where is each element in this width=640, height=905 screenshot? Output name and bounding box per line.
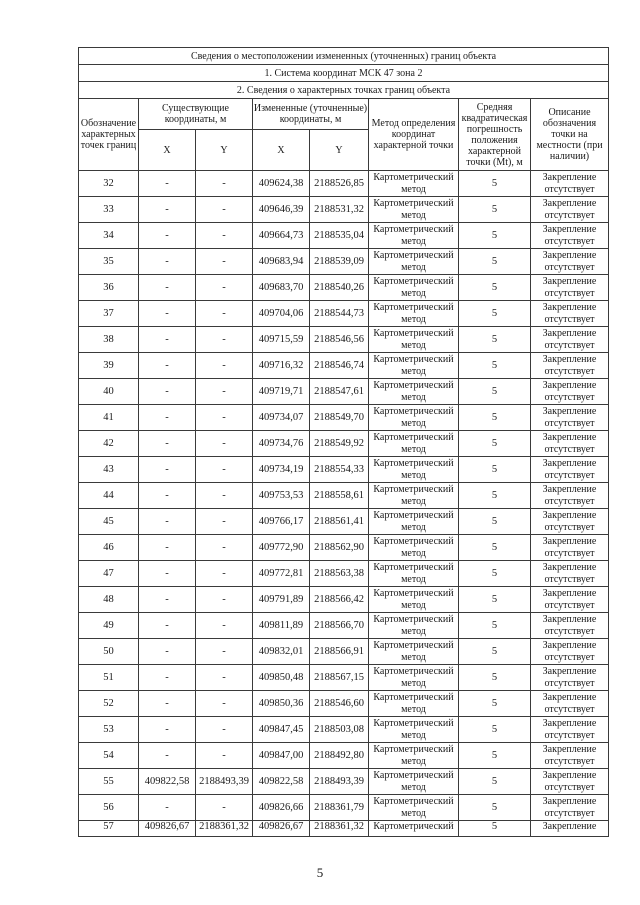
changed-y-cell: 2188546,60: [310, 691, 369, 717]
changed-y-cell: 2188540,26: [310, 275, 369, 301]
method-cell: Картометрический метод: [369, 769, 459, 795]
method-cell: Картометрический: [369, 821, 459, 837]
error-cell: 5: [459, 301, 531, 327]
existing-x-cell: -: [139, 457, 196, 483]
existing-x-cell: -: [139, 249, 196, 275]
existing-x-cell: -: [139, 691, 196, 717]
method-cell: Картометрический метод: [369, 353, 459, 379]
table-row: [79, 769, 609, 795]
error-cell: 5: [459, 405, 531, 431]
existing-x-cell: -: [139, 795, 196, 821]
error-cell: 5: [459, 665, 531, 691]
changed-y-cell: 2188539,09: [310, 249, 369, 275]
description-cell: Закрепление отсутствует: [531, 769, 609, 795]
method-cell: Картометрический метод: [369, 327, 459, 353]
table-row: [79, 665, 609, 691]
error-cell: 5: [459, 691, 531, 717]
description-cell: Закрепление отсутствует: [531, 275, 609, 301]
changed-x-cell: 409646,39: [253, 197, 310, 223]
existing-y-cell: -: [196, 431, 253, 457]
changed-y-cell: 2188503,08: [310, 717, 369, 743]
existing-x-cell: -: [139, 301, 196, 327]
existing-y-cell: -: [196, 561, 253, 587]
description-cell: Закрепление отсутствует: [531, 509, 609, 535]
point-number-cell: 36: [79, 275, 139, 301]
changed-y-cell: 2188567,15: [310, 665, 369, 691]
existing-y-cell: -: [196, 405, 253, 431]
description-cell: Закрепление отсутствует: [531, 171, 609, 197]
existing-y-cell: -: [196, 691, 253, 717]
description-cell: Закрепление отсутствует: [531, 353, 609, 379]
error-cell: 5: [459, 613, 531, 639]
points-section-title: 2. Сведения о характерных точках границ объекта: [79, 82, 609, 99]
method-cell: Картометрический метод: [369, 743, 459, 769]
error-cell: 5: [459, 249, 531, 275]
point-number-cell: 51: [79, 665, 139, 691]
existing-y-cell: -: [196, 743, 253, 769]
table-row: [79, 691, 609, 717]
point-number-cell: 56: [79, 795, 139, 821]
existing-y-cell: 2188493,39: [196, 769, 253, 795]
changed-x-cell: 409826,67: [253, 821, 310, 837]
table-row: [79, 301, 609, 327]
error-cell: 5: [459, 717, 531, 743]
changed-y-cell: 2188549,70: [310, 405, 369, 431]
changed-y-cell: 2188549,92: [310, 431, 369, 457]
description-cell: Закрепление отсутствует: [531, 587, 609, 613]
table-row: [79, 639, 609, 665]
existing-x-header: X: [139, 130, 196, 171]
description-cell: Закрепление отсутствует: [531, 483, 609, 509]
existing-x-cell: -: [139, 509, 196, 535]
changed-y-cell: 2188561,41: [310, 509, 369, 535]
existing-y-cell: -: [196, 379, 253, 405]
existing-y-cell: -: [196, 535, 253, 561]
changed-x-cell: 409715,59: [253, 327, 310, 353]
coordinates-table: [78, 47, 609, 837]
point-number-cell: 35: [79, 249, 139, 275]
changed-x-cell: 409791,89: [253, 587, 310, 613]
description-cell: Закрепление отсутствует: [531, 561, 609, 587]
method-cell: Картометрический метод: [369, 639, 459, 665]
error-cell: 5: [459, 223, 531, 249]
point-number-cell: 43: [79, 457, 139, 483]
table-row: [79, 795, 609, 821]
existing-y-cell: -: [196, 457, 253, 483]
changed-x-cell: 409850,36: [253, 691, 310, 717]
description-cell: Закрепление отсутствует: [531, 691, 609, 717]
changed-x-cell: 409716,32: [253, 353, 310, 379]
changed-y-cell: 2188563,38: [310, 561, 369, 587]
changed-y-cell: 2188566,70: [310, 613, 369, 639]
table-row: [79, 613, 609, 639]
description-cell: Закрепление отсутствует: [531, 379, 609, 405]
existing-y-cell: -: [196, 587, 253, 613]
changed-x-cell: 409704,06: [253, 301, 310, 327]
method-cell: Картометрический метод: [369, 249, 459, 275]
error-cell: 5: [459, 639, 531, 665]
existing-x-cell: -: [139, 613, 196, 639]
point-number-cell: 42: [79, 431, 139, 457]
table-row: [79, 431, 609, 457]
error-cell: 5: [459, 561, 531, 587]
table-row: [79, 821, 609, 837]
description-cell: Закрепление отсутствует: [531, 535, 609, 561]
existing-y-cell: 2188361,32: [196, 821, 253, 837]
existing-x-cell: -: [139, 431, 196, 457]
error-cell: 5: [459, 327, 531, 353]
table-row: [79, 353, 609, 379]
table-row: [79, 249, 609, 275]
description-cell: Закрепление отсутствует: [531, 405, 609, 431]
table-row: [79, 379, 609, 405]
description-cell: Закрепление отсутствует: [531, 249, 609, 275]
method-cell: Картометрический метод: [369, 691, 459, 717]
description-cell: Закрепление отсутствует: [531, 327, 609, 353]
error-cell: 5: [459, 509, 531, 535]
changed-y-cell: 2188558,61: [310, 483, 369, 509]
existing-y-cell: -: [196, 197, 253, 223]
point-number-cell: 46: [79, 535, 139, 561]
method-cell: Картометрический метод: [369, 275, 459, 301]
changed-y-cell: 2188562,90: [310, 535, 369, 561]
point-number-cell: 33: [79, 197, 139, 223]
changed-x-cell: 409766,17: [253, 509, 310, 535]
error-cell: 5: [459, 821, 531, 837]
description-cell: Закрепление отсутствует: [531, 639, 609, 665]
table-row: [79, 587, 609, 613]
description-cell: Закрепление отсутствует: [531, 223, 609, 249]
point-number-cell: 50: [79, 639, 139, 665]
existing-y-header: Y: [196, 130, 253, 171]
changed-y-cell: 2188526,85: [310, 171, 369, 197]
table-row: [79, 275, 609, 301]
changed-x-cell: 409850,48: [253, 665, 310, 691]
existing-x-cell: -: [139, 327, 196, 353]
error-cell: 5: [459, 171, 531, 197]
existing-y-cell: -: [196, 223, 253, 249]
error-cell: 5: [459, 535, 531, 561]
changed-x-cell: 409624,38: [253, 171, 310, 197]
existing-y-cell: -: [196, 509, 253, 535]
point-number-cell: 34: [79, 223, 139, 249]
method-cell: Картометрический метод: [369, 301, 459, 327]
point-number-cell: 44: [79, 483, 139, 509]
existing-y-cell: -: [196, 353, 253, 379]
error-cell: 5: [459, 795, 531, 821]
table-row: [79, 405, 609, 431]
point-number-cell: 54: [79, 743, 139, 769]
changed-coords-header: Измененные (уточненные) координаты, м: [253, 99, 369, 130]
existing-x-cell: -: [139, 561, 196, 587]
changed-x-cell: 409664,73: [253, 223, 310, 249]
description-cell: Закрепление отсутствует: [531, 431, 609, 457]
method-cell: Картометрический метод: [369, 717, 459, 743]
changed-x-cell: 409832,01: [253, 639, 310, 665]
method-cell: Картометрический метод: [369, 535, 459, 561]
changed-y-cell: 2188493,39: [310, 769, 369, 795]
existing-y-cell: -: [196, 795, 253, 821]
existing-y-cell: -: [196, 275, 253, 301]
existing-y-cell: -: [196, 171, 253, 197]
method-header: Метод определения координат характерной точки: [369, 99, 459, 171]
point-number-cell: 39: [79, 353, 139, 379]
method-cell: Картометрический метод: [369, 561, 459, 587]
changed-y-cell: 2188566,91: [310, 639, 369, 665]
existing-y-cell: -: [196, 717, 253, 743]
error-cell: 5: [459, 587, 531, 613]
description-cell: Закрепление отсутствует: [531, 665, 609, 691]
existing-x-cell: -: [139, 587, 196, 613]
table-row: [79, 743, 609, 769]
changed-x-cell: 409734,76: [253, 431, 310, 457]
error-cell: 5: [459, 457, 531, 483]
table-row: [79, 327, 609, 353]
existing-x-cell: -: [139, 535, 196, 561]
description-header: Описание обозначения точки на местности (при наличии): [531, 99, 609, 171]
method-cell: Картометрический метод: [369, 587, 459, 613]
point-number-cell: 37: [79, 301, 139, 327]
description-cell: Закрепление отсутствует: [531, 613, 609, 639]
method-cell: Картометрический метод: [369, 665, 459, 691]
table-row: [79, 509, 609, 535]
table-row: [79, 197, 609, 223]
description-cell: Закрепление отсутствует: [531, 795, 609, 821]
error-cell: 5: [459, 483, 531, 509]
error-header: Средняя квадратическая погрешность положения характерной точки (Mt), м: [459, 99, 531, 171]
existing-y-cell: -: [196, 613, 253, 639]
existing-x-cell: 409822,58: [139, 769, 196, 795]
existing-x-cell: -: [139, 717, 196, 743]
table-body: [79, 171, 609, 837]
method-cell: Картометрический метод: [369, 483, 459, 509]
changed-x-header: X: [253, 130, 310, 171]
point-number-cell: 55: [79, 769, 139, 795]
changed-x-cell: 409719,71: [253, 379, 310, 405]
existing-x-cell: -: [139, 483, 196, 509]
error-cell: 5: [459, 769, 531, 795]
point-number-cell: 41: [79, 405, 139, 431]
method-cell: Картометрический метод: [369, 431, 459, 457]
point-number-cell: 40: [79, 379, 139, 405]
existing-x-cell: -: [139, 353, 196, 379]
changed-y-cell: 2188544,73: [310, 301, 369, 327]
point-number-cell: 45: [79, 509, 139, 535]
changed-x-cell: 409734,07: [253, 405, 310, 431]
error-cell: 5: [459, 379, 531, 405]
changed-x-cell: 409811,89: [253, 613, 310, 639]
table-row: [79, 717, 609, 743]
table-row: [79, 561, 609, 587]
existing-y-cell: -: [196, 665, 253, 691]
point-number-cell: 49: [79, 613, 139, 639]
changed-y-header: Y: [310, 130, 369, 171]
method-cell: Картометрический метод: [369, 405, 459, 431]
method-cell: Картометрический метод: [369, 795, 459, 821]
changed-x-cell: 409683,70: [253, 275, 310, 301]
changed-x-cell: 409753,53: [253, 483, 310, 509]
changed-x-cell: 409826,66: [253, 795, 310, 821]
existing-x-cell: -: [139, 197, 196, 223]
changed-y-cell: 2188546,74: [310, 353, 369, 379]
existing-x-cell: -: [139, 171, 196, 197]
changed-x-cell: 409683,94: [253, 249, 310, 275]
existing-x-cell: -: [139, 379, 196, 405]
changed-x-cell: 409847,45: [253, 717, 310, 743]
table-row: [79, 457, 609, 483]
existing-x-cell: -: [139, 743, 196, 769]
error-cell: 5: [459, 743, 531, 769]
description-cell: Закрепление отсутствует: [531, 197, 609, 223]
table-row: [79, 535, 609, 561]
point-number-cell: 48: [79, 587, 139, 613]
existing-x-cell: -: [139, 223, 196, 249]
existing-x-cell: -: [139, 665, 196, 691]
method-cell: Картометрический метод: [369, 509, 459, 535]
description-cell: Закрепление отсутствует: [531, 743, 609, 769]
table-row: [79, 483, 609, 509]
changed-y-cell: 2188492,80: [310, 743, 369, 769]
point-number-cell: 32: [79, 171, 139, 197]
changed-y-cell: 2188535,04: [310, 223, 369, 249]
existing-x-cell: -: [139, 639, 196, 665]
existing-x-cell: -: [139, 405, 196, 431]
table-row: [79, 223, 609, 249]
page-number: 5: [316, 865, 324, 880]
coordinate-system-title: 1. Система координат МСК 47 зона 2: [79, 65, 609, 82]
error-cell: 5: [459, 275, 531, 301]
changed-y-cell: 2188531,32: [310, 197, 369, 223]
existing-y-cell: -: [196, 483, 253, 509]
changed-y-cell: 2188361,32: [310, 821, 369, 837]
method-cell: Картометрический метод: [369, 197, 459, 223]
changed-y-cell: 2188547,61: [310, 379, 369, 405]
method-cell: Картометрический метод: [369, 613, 459, 639]
changed-y-cell: 2188554,33: [310, 457, 369, 483]
changed-y-cell: 2188566,42: [310, 587, 369, 613]
changed-x-cell: 409772,81: [253, 561, 310, 587]
changed-y-cell: 2188546,56: [310, 327, 369, 353]
existing-x-cell: -: [139, 275, 196, 301]
method-cell: Картометрический метод: [369, 379, 459, 405]
point-number-cell: 57: [79, 821, 139, 837]
description-cell: Закрепление: [531, 821, 609, 837]
error-cell: 5: [459, 431, 531, 457]
changed-x-cell: 409772,90: [253, 535, 310, 561]
existing-x-cell: 409826,67: [139, 821, 196, 837]
method-cell: Картометрический метод: [369, 457, 459, 483]
changed-x-cell: 409822,58: [253, 769, 310, 795]
existing-y-cell: -: [196, 327, 253, 353]
existing-y-cell: -: [196, 249, 253, 275]
designation-header: Обозначение характерных точек границ: [79, 99, 139, 171]
description-cell: Закрепление отсутствует: [531, 717, 609, 743]
description-cell: Закрепление отсутствует: [531, 457, 609, 483]
table-row: [79, 171, 609, 197]
point-number-cell: 38: [79, 327, 139, 353]
point-number-cell: 53: [79, 717, 139, 743]
existing-y-cell: -: [196, 301, 253, 327]
existing-y-cell: -: [196, 639, 253, 665]
method-cell: Картометрический метод: [369, 223, 459, 249]
point-number-cell: 52: [79, 691, 139, 717]
point-number-cell: 47: [79, 561, 139, 587]
section-title: Сведения о местоположении измененных (уточненных) границ объекта: [79, 48, 609, 65]
changed-x-cell: 409734,19: [253, 457, 310, 483]
error-cell: 5: [459, 197, 531, 223]
existing-coords-header: Существующие координаты, м: [139, 99, 253, 130]
error-cell: 5: [459, 353, 531, 379]
changed-y-cell: 2188361,79: [310, 795, 369, 821]
changed-x-cell: 409847,00: [253, 743, 310, 769]
method-cell: Картометрический метод: [369, 171, 459, 197]
description-cell: Закрепление отсутствует: [531, 301, 609, 327]
